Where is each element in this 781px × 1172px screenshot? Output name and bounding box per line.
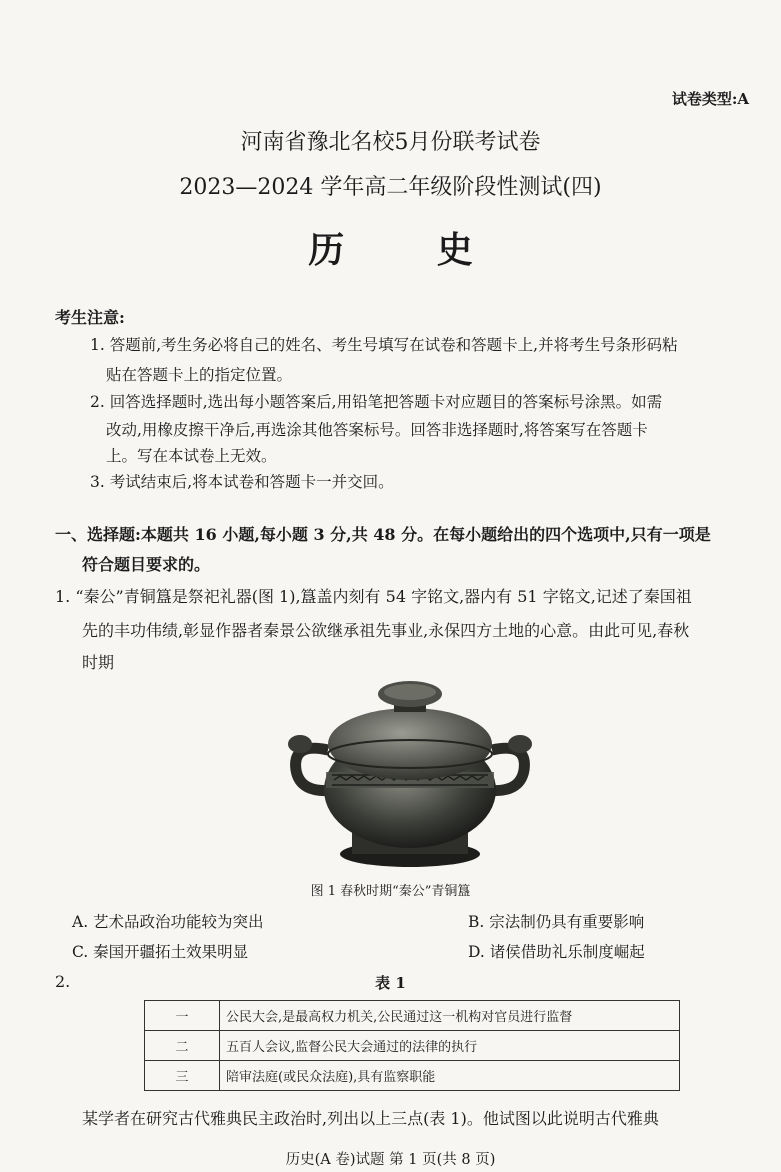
notice-item-2-cont: 改动,用橡皮擦干净后,再选涂其他答案标号。回答非选择题时,将答案写在答题卡 xyxy=(106,421,648,439)
table-cell-text: 陪审法庭(或民众法庭),具有监察职能 xyxy=(220,1061,680,1091)
notice-item-1-cont: 贴在答题卡上的指定位置。 xyxy=(106,366,293,384)
section-heading: 一、选择题:本题共 16 小题,每小题 3 分,共 48 分。在每小题给出的四个选项中,只有一项是 xyxy=(55,525,711,544)
table-row xyxy=(145,1031,680,1061)
question-1-stem-end: 时期 xyxy=(82,653,115,672)
subject-title: 历 史 xyxy=(308,229,513,271)
question-2-stem: 某学者在研究古代雅典民主政治时,列出以上三点(表 1)。他试图以此说明古代雅典 xyxy=(82,1109,659,1128)
option-c[interactable]: C. 秦国开疆拓土效果明显 xyxy=(72,943,249,961)
page-footer: 历史(A 卷)试题 第 1 页(共 8 页) xyxy=(285,1152,496,1168)
option-d[interactable]: D. 诸侯借助礼乐制度崛起 xyxy=(468,943,645,961)
notice-item-2-cont2: 上。写在本试卷上无效。 xyxy=(106,447,277,465)
notice-item-1: 1. 答题前,考生务必将自己的姓名、考生号填写在试卷和答题卡上,并将考生号条形码粘 xyxy=(90,336,678,354)
table-cell-key: 三 xyxy=(145,1061,220,1091)
table-row xyxy=(145,1001,680,1031)
paper-type-label: 试卷类型:A xyxy=(671,90,749,108)
table-cell-key: 一 xyxy=(145,1001,220,1031)
table-title: 表 1 xyxy=(375,974,406,992)
bronze-gui-photo xyxy=(270,672,550,872)
table-cell-text: 公民大会,是最高权力机关,公民通过这一机构对官员进行监督 xyxy=(220,1001,680,1031)
question-2-number: 2. xyxy=(55,972,71,991)
option-a[interactable]: A. 艺术品政治功能较为突出 xyxy=(72,913,264,931)
table-row xyxy=(145,1061,680,1091)
table-1 xyxy=(144,1000,680,1091)
notice-heading: 考生注意: xyxy=(55,308,125,327)
exam-subtitle: 2023—2024 学年高二年级阶段性测试(四) xyxy=(179,175,602,200)
section-heading-cont: 符合题目要求的。 xyxy=(82,555,211,574)
table-cell-key: 二 xyxy=(145,1031,220,1061)
notice-item-2: 2. 回答选择题时,选出每小题答案后,用铅笔把答题卡对应题目的答案标号涂黑。如需 xyxy=(90,393,663,411)
question-1-stem-cont: 先的丰功伟绩,彰显作器者秦景公欲继承祖先事业,永保四方土地的心意。由此可见,春秋 xyxy=(82,621,690,640)
option-b[interactable]: B. 宗法制仍具有重要影响 xyxy=(468,913,645,931)
figure-caption: 图 1 春秋时期“秦公”青铜簋 xyxy=(310,884,471,899)
question-1-stem: 1. “秦公”青铜簋是祭祀礼器(图 1),簋盖内刻有 54 字铭文,器内有 51 字铭文,记述了秦国祖 xyxy=(55,587,692,606)
exam-title: 河南省豫北名校5月份联考试卷 xyxy=(240,130,541,155)
table-cell-text: 五百人会议,监督公民大会通过的法律的执行 xyxy=(220,1031,680,1061)
notice-item-3: 3. 考试结束后,将本试卷和答题卡一并交回。 xyxy=(90,473,394,491)
